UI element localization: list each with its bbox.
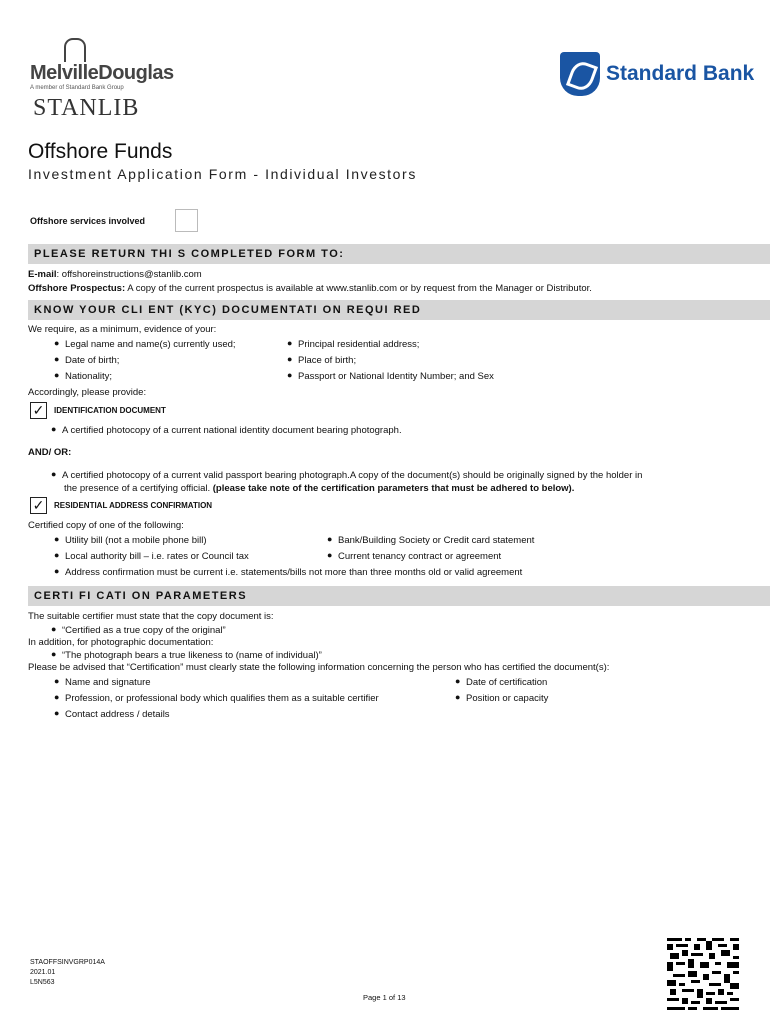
- list-item: ● Date of certification: [455, 676, 548, 688]
- form-code: STAOFFSINVGRP014A: [30, 959, 105, 966]
- shield-icon: [560, 52, 600, 96]
- list-item: ● Contact address / details: [54, 708, 170, 720]
- md-logo-text: MelvilleDouglas: [30, 62, 174, 84]
- list-item: ● Position or capacity: [455, 692, 549, 704]
- list-item: ● Name and signature: [54, 676, 151, 688]
- email-line: [28, 269, 202, 280]
- list-item: ● Passport or National Identity Number; and Sex: [287, 370, 494, 382]
- prospectus-line: [28, 283, 592, 294]
- barcode-icon: [667, 938, 739, 1010]
- form-date: 2021.01: [30, 969, 56, 976]
- standard-bank-logo: [560, 52, 754, 96]
- prospectus-text: A copy of the current prospectus is available at www.stanlib.com or by request from the Manager or Distributor.: [125, 283, 592, 294]
- list-item: ● Principal residential address;: [287, 338, 420, 350]
- page-title: Offshore Funds: [28, 140, 173, 163]
- form-codes: [30, 958, 105, 988]
- stanlib-logo: STANLIB: [33, 95, 140, 121]
- provide-label: Accordingly, please provide:: [28, 387, 147, 398]
- passport-continuation: the presence of a certifying official. (please take note of the certification parameters that must be adhered to below).: [64, 483, 575, 494]
- id-doc-label: IDENTIFICATION DOCUMENT: [54, 406, 166, 415]
- page-number: Page 1 of 13: [363, 993, 406, 1002]
- list-item: ● Profession, or professional body which qualifies them as a suitable certifier: [54, 692, 379, 704]
- list-item: ● Date of birth;: [54, 354, 120, 366]
- services-input[interactable]: [175, 209, 198, 232]
- cert-line-1: The suitable certifier must state that the copy document is:: [28, 611, 274, 622]
- id-doc-checkbox[interactable]: ✓: [30, 402, 47, 419]
- list-item: ● Local authority bill – i.e. rates or Council tax: [54, 550, 249, 562]
- prospectus-label: Offshore Prospectus:: [28, 283, 126, 294]
- section-heading-certification: CERTI FI CATI ON PARAMETERS: [28, 586, 770, 606]
- res-address-checkbox[interactable]: ✓: [30, 497, 47, 514]
- list-item: ● Address confirmation must be current i.e. statements/bills not more than three months old or valid agreement: [54, 566, 523, 578]
- cert-line-3: Please be advised that “Certification” must clearly state the following information concerning the person who has certified the document(s):: [28, 662, 610, 673]
- email-value[interactable]: : offshoreinstructions@stanlib.com: [56, 269, 202, 280]
- list-item: ● Bank/Building Society or Credit card statement: [327, 534, 535, 546]
- section-heading-kyc: KNOW YOUR CLI ENT (KYC) DOCUMENTATI ON REQUI RED: [28, 300, 770, 320]
- building-icon: [64, 38, 86, 62]
- md-tagline: A member of Standard Bank Group: [30, 85, 124, 91]
- cert-copy-label: Certified copy of one of the following:: [28, 520, 184, 531]
- res-address-label: RESIDENTIAL ADDRESS CONFIRMATION: [54, 501, 213, 510]
- page-subtitle: Investment Application Form - Individual Investors: [28, 166, 417, 182]
- form-ref: L5N563: [30, 979, 55, 986]
- list-item: ● Place of birth;: [287, 354, 357, 366]
- kyc-intro: We require, as a minimum, evidence of your:: [28, 324, 217, 335]
- list-item: ● “The photograph bears a true likeness to (name of individual)”: [51, 649, 322, 661]
- and-or-label: AND/ OR:: [28, 447, 72, 458]
- list-item: ● “Certified as a true copy of the original”: [51, 624, 226, 636]
- list-item: ● Legal name and name(s) currently used;: [54, 338, 236, 350]
- melville-douglas-logo: [30, 38, 180, 91]
- sb-logo-text: Standard Bank: [606, 62, 755, 85]
- section-heading-return: PLEASE RETURN THI S COMPLETED FORM TO:: [28, 244, 770, 264]
- list-item: ● A certified photocopy of a current national identity document bearing photograph.: [51, 424, 402, 436]
- list-item: ● Nationality;: [54, 370, 112, 382]
- list-item: ● Current tenancy contract or agreement: [327, 550, 502, 562]
- services-label: Offshore services involved: [30, 216, 146, 226]
- cert-line-2: In addition, for photographic documentation:: [28, 637, 214, 648]
- email-label: E-mail: [28, 269, 57, 280]
- list-item: ● Utility bill (not a mobile phone bill): [54, 534, 207, 546]
- list-item: ● A certified photocopy of a current valid passport bearing photograph.A copy of the document(s) should be originally signed by the holder in: [51, 469, 643, 481]
